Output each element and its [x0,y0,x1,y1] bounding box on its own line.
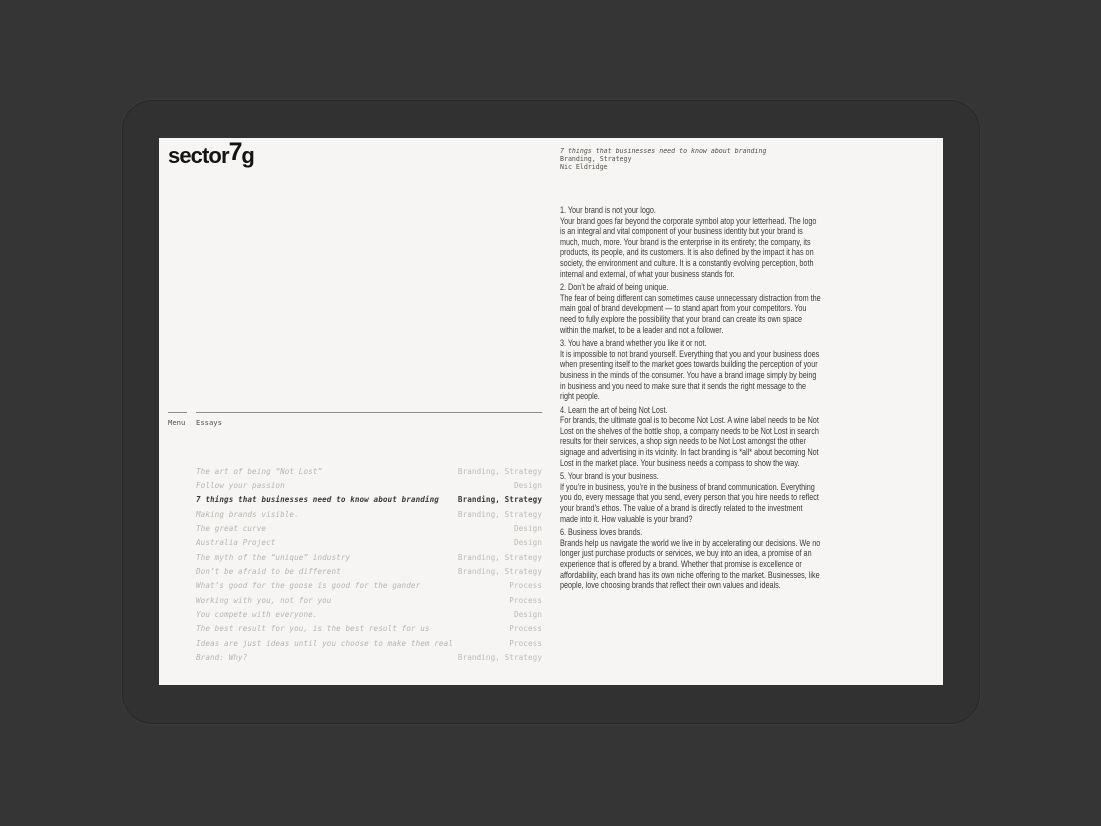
essay-list-item[interactable] [196,507,542,521]
section-heading: 4. Learn the art of being Not Lost. [560,403,668,415]
essay-list-item[interactable] [196,464,542,478]
article-section [560,282,822,335]
essay-category: Process [509,638,542,648]
essay-list-item[interactable] [196,579,542,593]
essay-list-item[interactable] [196,650,542,664]
article-section [560,205,822,279]
essay-list-item[interactable] [196,478,542,492]
essay-list-item[interactable] [196,636,542,650]
essay-list-item[interactable] [196,593,542,607]
essay-category: Process [509,581,542,591]
menu-button[interactable]: Menu [168,418,186,427]
essay-link[interactable]: The best result for you, is the best result for us [196,624,430,634]
essay-link[interactable]: Working with you, not for you [196,595,332,605]
essay-category: Design [513,609,542,619]
essay-list-item[interactable] [196,607,542,621]
essays-rule-divider [196,412,542,413]
essay-link[interactable]: Don’t be afraid to be different [196,566,341,576]
article-section [560,527,822,591]
section-heading: 2. Don’t be afraid of being unique. [560,281,669,293]
essay-category: Branding, Strategy [457,495,542,505]
essay-link[interactable]: The great curve [196,523,267,533]
essay-link[interactable]: Follow your passion [196,480,285,490]
logo-text-post: g [241,143,254,168]
essay-list-item[interactable] [196,622,542,636]
essay-list-item[interactable] [196,521,542,535]
section-heading: 6. Business loves brands. [560,526,643,538]
essay-category: Design [513,480,542,490]
website-page [159,138,943,685]
essay-category: Branding, Strategy [457,466,542,476]
section-paragraph: If you’re in business, you’re in the business of brand communication. Everything you do, every message that you send, every person that you hire needs to reflect your brand’s ethos. The value of a brand is directly related to the investment made into it. How valuable is your brand? [560,480,819,524]
section-heading: 1. Your brand is not your logo. [560,204,656,215]
essay-link[interactable]: Australia Project [196,538,276,548]
article-tags: Branding, Strategy [560,154,632,163]
essay-link[interactable]: The myth of the “unique” industry [196,552,351,562]
section-paragraph: For brands, the ultimate goal is to become Not Lost. A wine label needs to be Not Lost on the shelves of the bottle shop, a company needs to be Not Lost in search results for their services, a shop sign needs to be Not Lost amongst the other signage and advertising in its vicinity. In fact branding is *all* about becoming Not Lost in the market place. Your business needs a compass to show the way. [560,414,819,468]
section-heading: 3. You have a brand whether you like it or not. [560,337,707,349]
essay-category: Design [513,523,542,533]
essay-category: Branding, Strategy [457,566,542,576]
article [560,148,942,685]
article-section [560,471,822,524]
section-paragraph: Brands help us navigate the world we live in by accelerating our decisions. We no longer just purchase products or services, we buy into an idea, a promise of an experience that is offered by a brand. Whether that promise is excellence or affordability, each brand has its own niche offering to the market. Businesses, like people, love choosing brands that reflect their own values and ideals. [560,536,821,591]
essay-list [196,464,542,665]
essay-link[interactable]: Brand: Why? [196,652,248,662]
logo-text-pre: sector [168,143,229,168]
article-author: Nic Eldridge [560,162,608,171]
essay-link[interactable]: Making brands visible. [196,509,299,519]
section-paragraph: The fear of being different can sometimes cause unnecessary distraction from the main goal of brand development — to stand apart from your competitors. You need to fully explore the possibility that your brand can create its own space within the market, to be a leader and not a follower. [560,291,821,335]
essay-link[interactable]: The art of being “Not Lost” [196,466,323,476]
site-logo[interactable] [168,138,254,169]
menu-rule-divider [168,412,187,413]
essay-category: Process [509,595,542,605]
essay-link[interactable]: What’s good for the goose is good for the gander [196,581,421,591]
article-title: 7 things that businesses need to know about branding [560,148,767,155]
essay-list-item[interactable] [196,493,542,507]
essay-category: Branding, Strategy [457,509,542,519]
essay-category: Design [513,538,542,548]
essays-section-label: Essays [196,418,222,427]
article-meta [560,148,766,171]
section-paragraph: Your brand goes far beyond the corporate symbol atop your letterhead. The logo is an integral and vital component of your business identity but your brand is much, much, more. Your brand is the enterprise in its entirety; the company, its products, its people, and its customers. It is also defined by the impact it has on society, the environment and culture. It is a constantly evolving perception, both internal and external, of what your business stands for. [560,214,817,279]
section-paragraph: It is impossible to not brand yourself. Everything that you and your business does when presenting itself to the market goes towards building the perception of your business in the minds of the consumer. You have a brand image simply by being in business and you need to make sure that it sends the right message to the right people. [560,347,820,402]
article-section [560,338,822,402]
article-body [560,205,822,594]
logo-digit: 7 [228,138,242,166]
essay-category: Process [509,624,542,634]
essay-list-item[interactable] [196,550,542,564]
essay-category: Branding, Strategy [457,652,542,662]
article-section [560,405,822,469]
device-frame [122,100,980,724]
essay-link[interactable]: Ideas are just ideas until you choose to make them real [196,638,453,648]
section-heading: 5. Your brand is your business. [560,470,659,482]
essay-link[interactable]: You compete with everyone. [196,609,318,619]
essay-link[interactable]: 7 things that businesses need to know about branding [196,495,439,505]
essay-category: Branding, Strategy [457,552,542,562]
essay-list-item[interactable] [196,536,542,550]
essay-list-item[interactable] [196,564,542,578]
